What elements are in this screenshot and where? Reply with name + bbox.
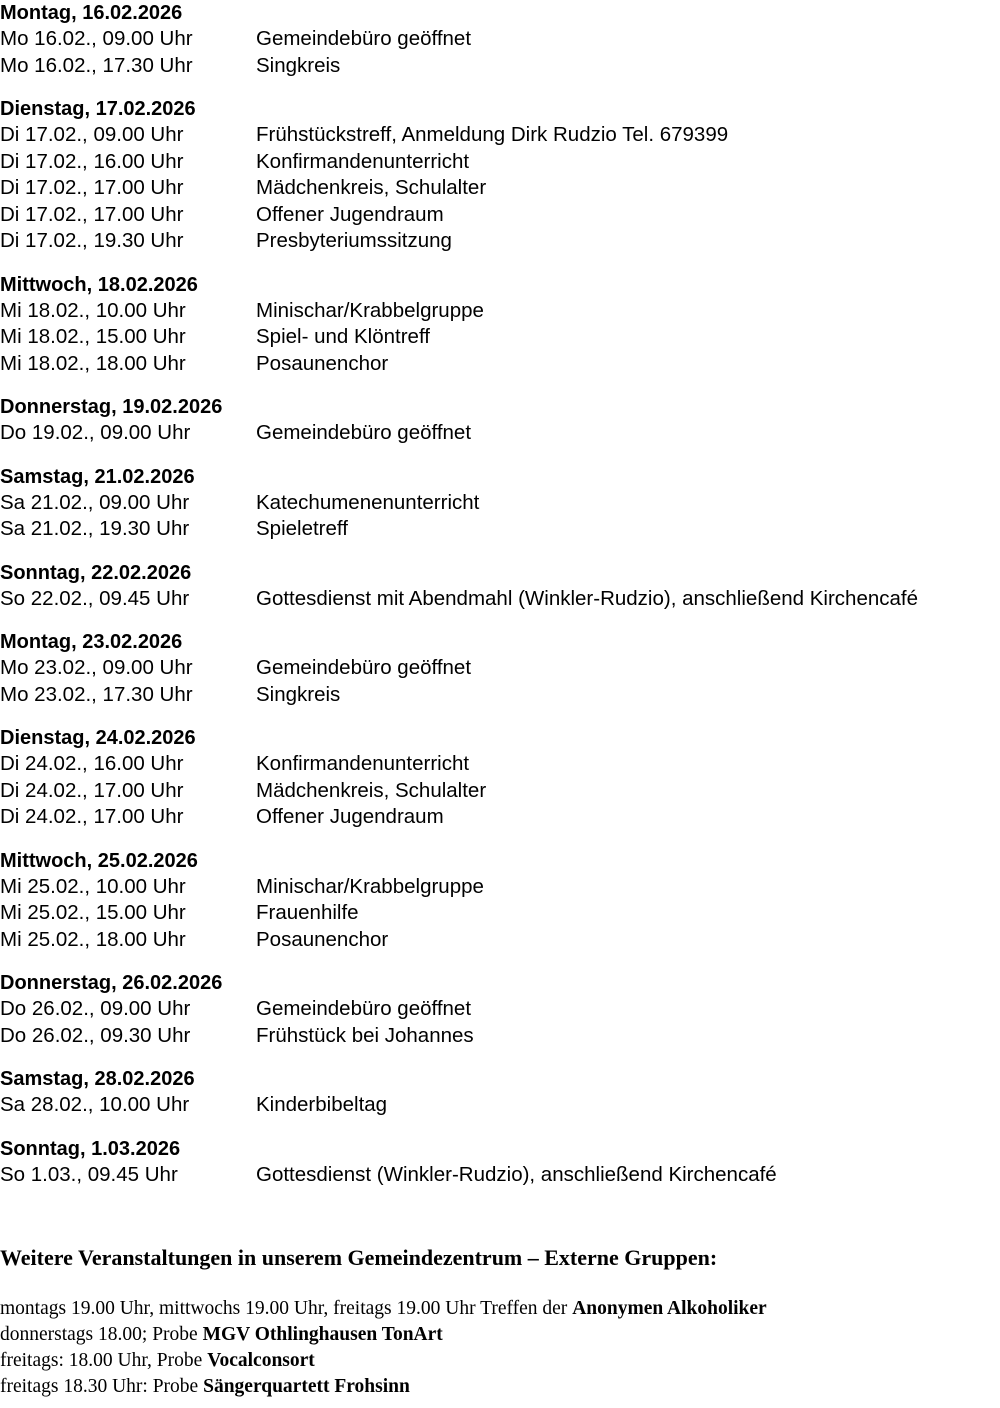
external-group-line xyxy=(0,1374,1000,1400)
event-time: Mi 25.02., 10.00 Uhr xyxy=(0,874,186,898)
event-time: Mo 16.02., 09.00 Uhr xyxy=(0,27,193,50)
external-groups-list xyxy=(0,1296,1000,1400)
day-header: Mittwoch, 18.02.2026 xyxy=(0,273,198,296)
event-row xyxy=(0,900,1000,927)
event-row xyxy=(0,586,1000,613)
event-title: Singkreis xyxy=(256,682,341,706)
event-title: Frühstückstreff, Anmeldung Dirk Rudzio Tel. 679399 xyxy=(256,123,729,146)
event-title: Presbyteriumssitzung xyxy=(256,229,452,252)
event-title: Spiel- und Klöntreff xyxy=(256,325,430,348)
event-title: Minischar/Krabbelgruppe xyxy=(256,874,484,898)
event-row xyxy=(0,202,1000,229)
event-time: Di 24.02., 16.00 Uhr xyxy=(0,752,184,775)
event-title: Katechumenenunterricht xyxy=(256,490,480,514)
event-row xyxy=(0,804,1000,831)
event-row xyxy=(0,26,1000,53)
event-row xyxy=(0,149,1000,176)
event-row xyxy=(0,324,1000,351)
day-header: Sonntag, 1.03.2026 xyxy=(0,1137,181,1160)
day-block xyxy=(0,725,1000,831)
event-title: Gottesdienst mit Abendmahl (Winkler-Rudzio), anschließend Kirchencafé xyxy=(256,586,918,610)
event-row xyxy=(0,682,1000,709)
event-title: Frühstück bei Johannes xyxy=(256,1023,474,1047)
day-header: Samstag, 28.02.2026 xyxy=(0,1068,195,1090)
day-block xyxy=(0,629,1000,708)
event-time: So 22.02., 09.45 Uhr xyxy=(0,586,190,610)
event-title: Kinderbibeltag xyxy=(256,1093,388,1116)
event-time: Mi 18.02., 10.00 Uhr xyxy=(0,298,186,322)
day-header: Montag, 16.02.2026 xyxy=(0,2,183,24)
event-title: Konfirmandenunterricht xyxy=(256,149,470,173)
event-row xyxy=(0,298,1000,325)
event-time: Di 17.02., 09.00 Uhr xyxy=(0,123,184,146)
event-time: Di 17.02., 17.00 Uhr xyxy=(0,202,184,226)
external-group-schedule: freitags: 18.00 Uhr, Probe xyxy=(0,1350,208,1371)
event-title: Gemeindebüro geöffnet xyxy=(256,27,472,50)
day-block xyxy=(0,970,1000,1049)
event-row xyxy=(0,516,1000,543)
event-title: Gottesdienst (Winkler-Rudzio), anschließend Kirchencafé xyxy=(256,1162,777,1186)
external-group-name: Sängerquartett Frohsinn xyxy=(203,1376,410,1397)
event-time: So 1.03., 09.45 Uhr xyxy=(0,1162,178,1186)
event-time: Mo 23.02., 17.30 Uhr xyxy=(0,682,193,706)
event-title: Posaunenchor xyxy=(256,927,389,951)
event-time: Do 26.02., 09.00 Uhr xyxy=(0,997,191,1020)
event-row xyxy=(0,175,1000,202)
event-time: Di 17.02., 17.00 Uhr xyxy=(0,176,184,199)
event-row xyxy=(0,996,1000,1023)
event-title: Singkreis xyxy=(256,53,341,77)
event-time: Mi 18.02., 15.00 Uhr xyxy=(0,325,186,348)
event-time: Sa 21.02., 09.00 Uhr xyxy=(0,490,190,514)
event-row xyxy=(0,1092,1000,1119)
day-header: Dienstag, 24.02.2026 xyxy=(0,727,196,749)
event-time: Mo 23.02., 09.00 Uhr xyxy=(0,656,193,679)
day-header: Samstag, 21.02.2026 xyxy=(0,465,195,488)
event-row xyxy=(0,874,1000,901)
external-group-schedule: donnerstags 18.00; Probe xyxy=(0,1324,203,1345)
day-header: Donnerstag, 26.02.2026 xyxy=(0,972,223,994)
day-block xyxy=(0,96,1000,255)
day-header: Mittwoch, 25.02.2026 xyxy=(0,849,198,872)
event-time: Di 24.02., 17.00 Uhr xyxy=(0,778,184,802)
day-block xyxy=(0,1066,1000,1119)
event-time: Mi 18.02., 18.00 Uhr xyxy=(0,351,186,375)
day-block xyxy=(0,848,1000,954)
event-row xyxy=(0,778,1000,805)
external-group-line xyxy=(0,1296,1000,1322)
external-group-line xyxy=(0,1322,1000,1348)
event-time: Di 24.02., 17.00 Uhr xyxy=(0,805,184,828)
event-row xyxy=(0,351,1000,378)
day-header: Dienstag, 17.02.2026 xyxy=(0,98,196,120)
external-groups-title: Weitere Veranstaltungen in unserem Gemeindezentrum – Externe Gruppen: xyxy=(0,1245,718,1270)
external-groups-section xyxy=(0,1241,1000,1400)
external-group-name: Vocalconsort xyxy=(207,1350,315,1371)
event-row xyxy=(0,1023,1000,1050)
event-time: Sa 21.02., 19.30 Uhr xyxy=(0,517,190,540)
event-time: Mo 16.02., 17.30 Uhr xyxy=(0,53,193,77)
day-block xyxy=(0,1136,1000,1189)
event-title: Minischar/Krabbelgruppe xyxy=(256,298,484,322)
event-title: Gemeindebüro geöffnet xyxy=(256,997,472,1020)
event-row xyxy=(0,228,1000,255)
event-row xyxy=(0,751,1000,778)
event-time: Mi 25.02., 15.00 Uhr xyxy=(0,901,186,924)
event-row xyxy=(0,122,1000,149)
event-row xyxy=(0,53,1000,80)
external-group-schedule: freitags 18.30 Uhr: Probe xyxy=(0,1376,204,1397)
day-block xyxy=(0,0,1000,79)
event-time: Do 19.02., 09.00 Uhr xyxy=(0,421,191,444)
event-title: Konfirmandenunterricht xyxy=(256,752,470,775)
day-block xyxy=(0,464,1000,543)
event-row xyxy=(0,420,1000,447)
event-time: Mi 25.02., 18.00 Uhr xyxy=(0,927,186,951)
day-header: Donnerstag, 19.02.2026 xyxy=(0,396,223,418)
event-title: Mädchenkreis, Schulalter xyxy=(256,176,487,199)
event-title: Spieletreff xyxy=(256,517,348,540)
external-group-line xyxy=(0,1348,1000,1374)
event-title: Gemeindebüro geöffnet xyxy=(256,421,472,444)
event-row xyxy=(0,927,1000,954)
day-block xyxy=(0,394,1000,447)
event-title: Posaunenchor xyxy=(256,351,389,375)
external-group-schedule: montags 19.00 Uhr, mittwochs 19.00 Uhr, freitags 19.00 Uhr Treffen der xyxy=(0,1298,573,1319)
external-group-name: Anonymen Alkoholiker xyxy=(572,1298,767,1319)
day-block xyxy=(0,560,1000,613)
event-title: Gemeindebüro geöffnet xyxy=(256,656,472,679)
event-title: Offener Jugendraum xyxy=(256,805,444,828)
day-block xyxy=(0,272,1000,378)
day-header: Montag, 23.02.2026 xyxy=(0,631,183,653)
event-time: Di 17.02., 19.30 Uhr xyxy=(0,229,184,252)
event-title: Frauenhilfe xyxy=(256,901,359,924)
event-title: Mädchenkreis, Schulalter xyxy=(256,778,487,802)
event-row xyxy=(0,655,1000,682)
external-group-name: MGV Othlinghausen TonArt xyxy=(202,1324,443,1345)
event-time: Di 17.02., 16.00 Uhr xyxy=(0,149,184,173)
event-title: Offener Jugendraum xyxy=(256,202,444,226)
day-header: Sonntag, 22.02.2026 xyxy=(0,561,192,584)
event-time: Sa 28.02., 10.00 Uhr xyxy=(0,1093,190,1116)
event-row xyxy=(0,1162,1000,1189)
event-time: Do 26.02., 09.30 Uhr xyxy=(0,1023,191,1047)
event-row xyxy=(0,490,1000,517)
